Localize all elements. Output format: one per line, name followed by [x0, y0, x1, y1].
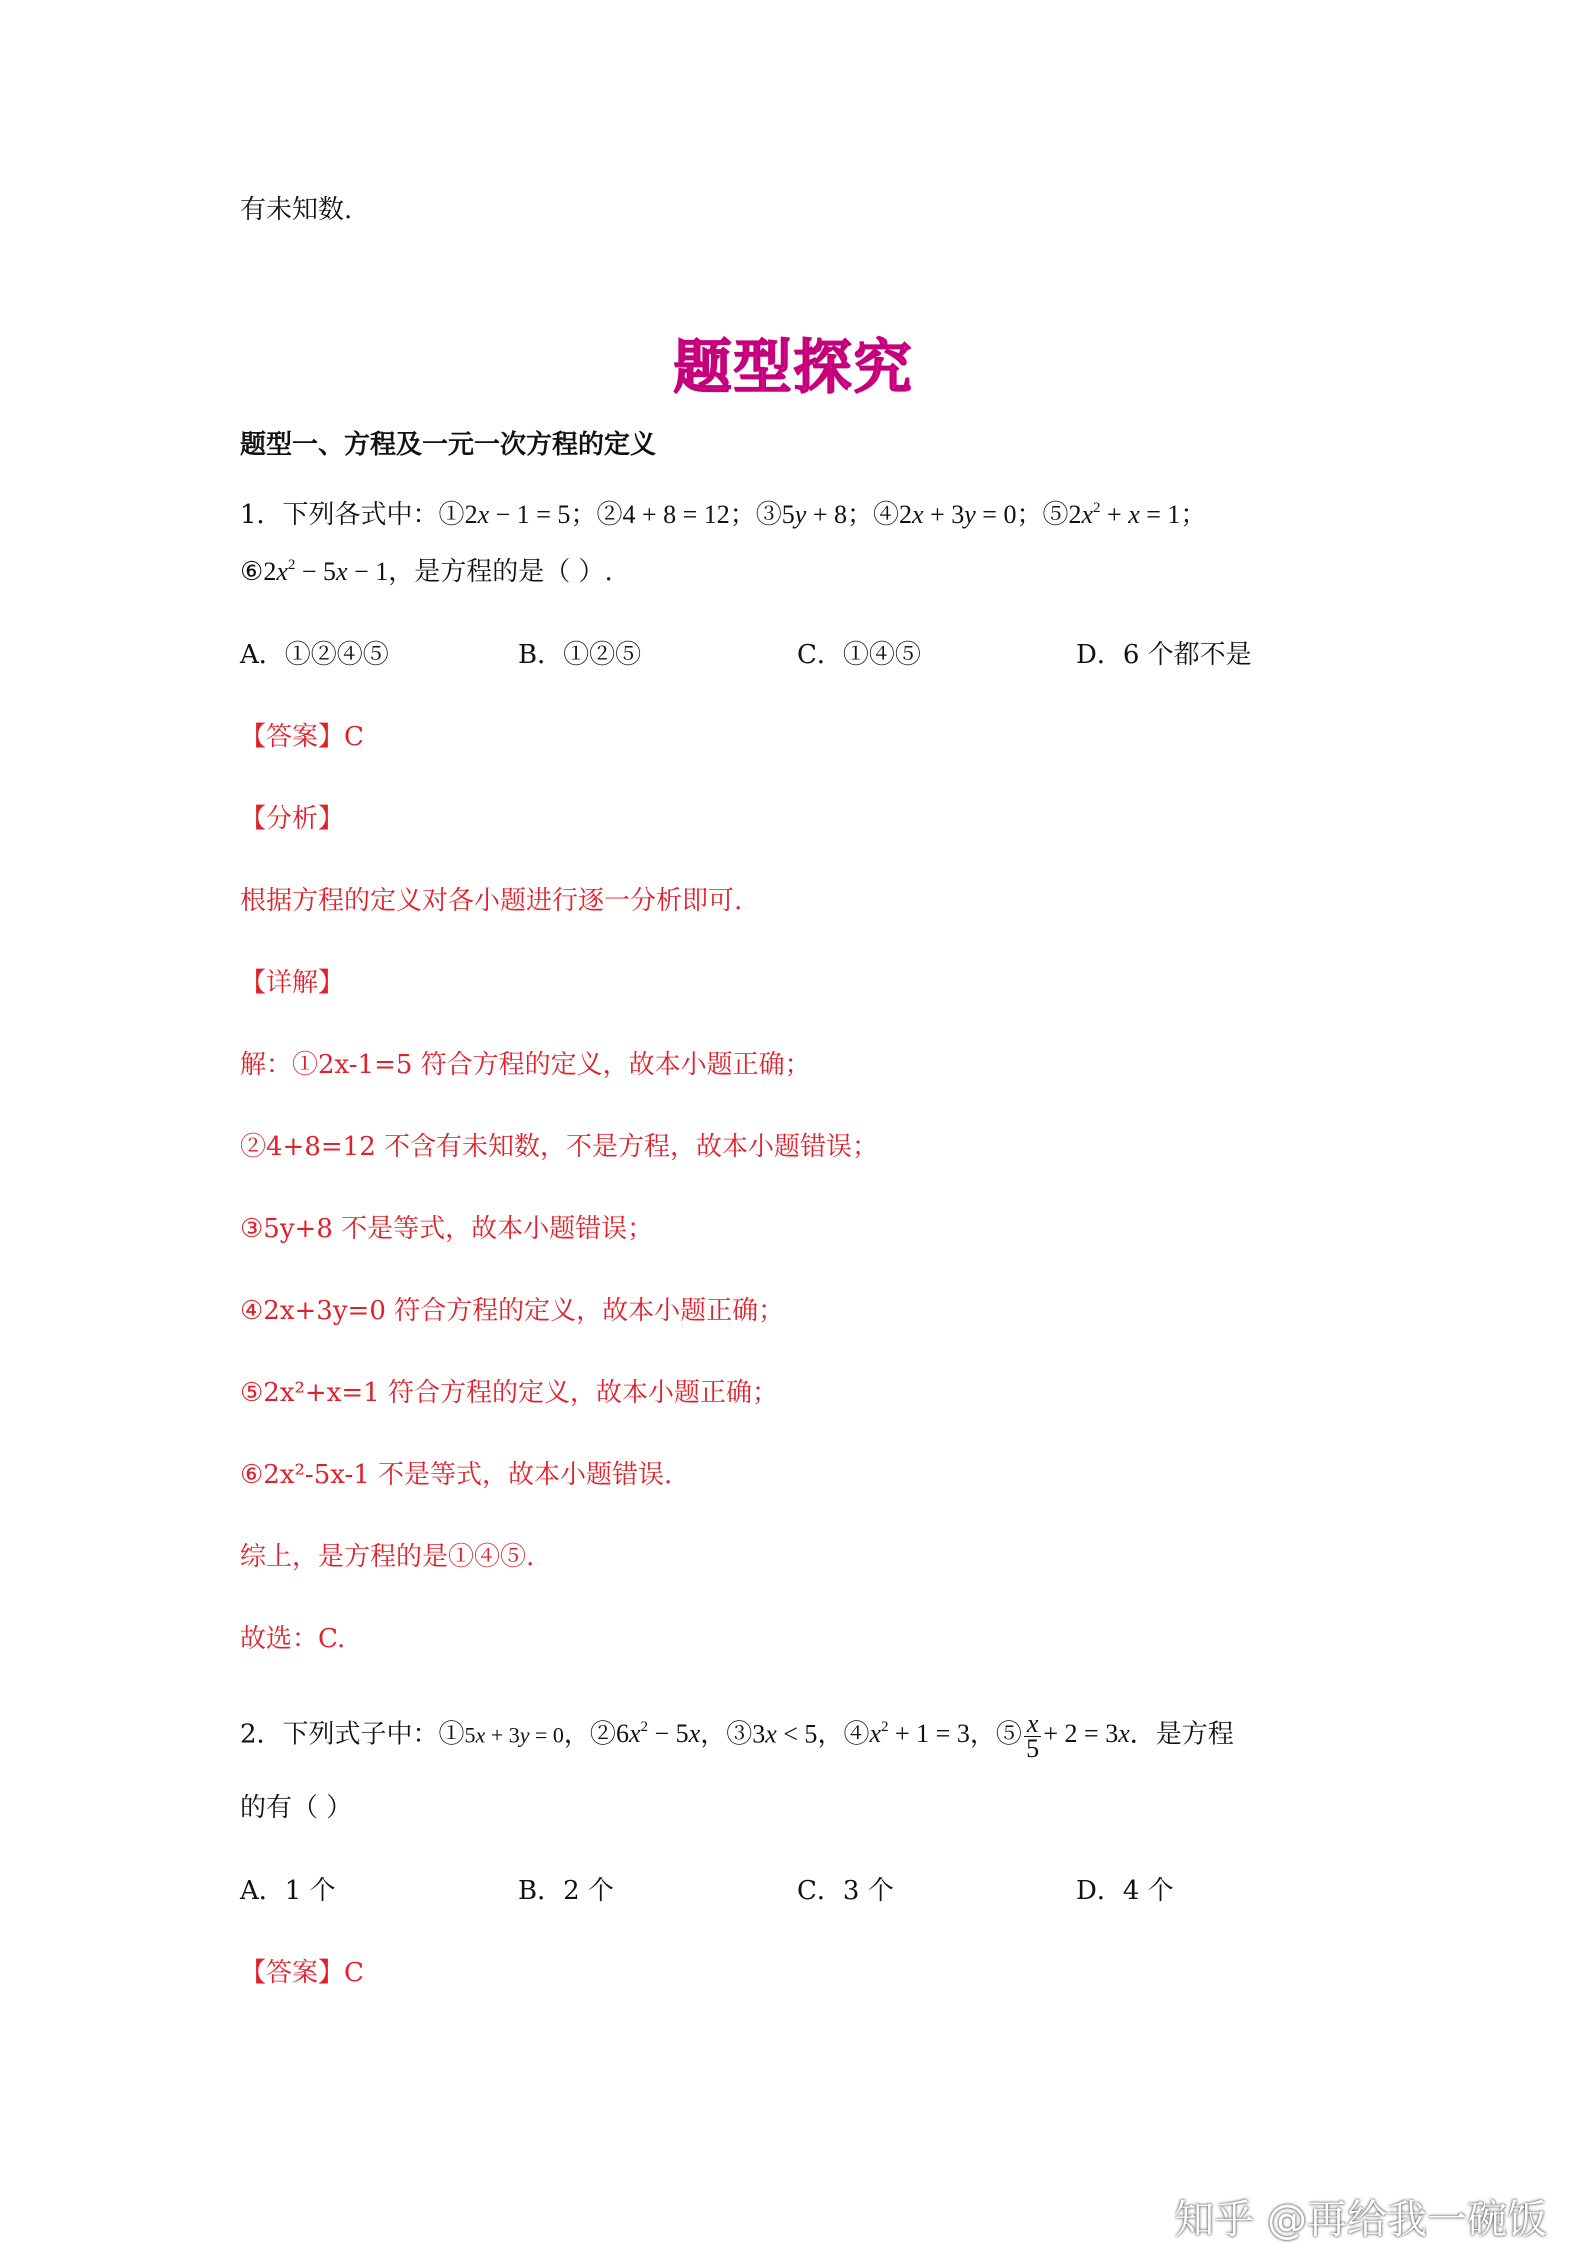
q2-option-b: B．2 个 [518, 1876, 614, 1906]
q1-choice: 故选：C. [240, 1624, 346, 1654]
answer-value: C [344, 1958, 364, 1988]
q1-eq2: 4 + 8 = 12 [622, 500, 730, 529]
q1-item-marker: ；② [570, 500, 623, 530]
q1-line1 [240, 495, 1206, 535]
q2-option-a: A．1 个 [240, 1876, 336, 1906]
q2-answer [240, 1953, 364, 1993]
q1-detail-4: ④2x+3y=0 符合方程的定义，故本小题正确； [240, 1296, 785, 1326]
q2-eq1: 5x + 3y = 0 [464, 1722, 564, 1748]
q1-eq4: 2x + 3y = 0 [899, 500, 1017, 529]
q2-eq5: $\frac{x}{5}$ + 2 = 3x [1022, 1719, 1130, 1748]
q1-item-marker: ；④ [847, 500, 900, 530]
q1-option-b: B．①②⑤ [518, 640, 642, 670]
q1-analysis: 根据方程的定义对各小题进行逐一分析即可. [240, 886, 743, 916]
answer-value: C [344, 722, 364, 752]
q2-separator: ，② [563, 1719, 616, 1750]
q1-detail-6: ⑥2x²-5x-1 不是等式，故本小题错误. [240, 1460, 673, 1490]
q1-summary: 综上，是方程的是①④⑤. [240, 1542, 535, 1572]
q1-option-d: D．6 个都不是 [1076, 640, 1252, 670]
q1-detail-3: ③5y+8 不是等式，故本小题错误； [240, 1214, 654, 1244]
q1-prefix: 1．下列各式中： [240, 500, 439, 530]
q1-answer [240, 717, 364, 757]
q1-item-marker: ⑥ [240, 557, 264, 587]
q1-item-marker: ；③ [729, 500, 782, 530]
section-title: 题型探究 [673, 333, 914, 401]
q1-detail-1: 解：①2x-1=5 符合方程的定义，故本小题正确； [240, 1050, 811, 1080]
q1-eq5: $2x^2 + x = 1$ [1068, 500, 1181, 529]
q1-eq6: $2x^2 - 5x - 1$ [263, 557, 389, 586]
q1-eq3: 5y + 8 [781, 500, 848, 529]
q2-eq4: $x^2 + 1 = 3$ [869, 1719, 970, 1749]
q2-option-c: C．3 个 [797, 1876, 894, 1906]
q1-eq1: 2x − 1 = 5 [464, 500, 571, 529]
q1-item-marker: ； [1180, 500, 1207, 530]
q2-question-tail: ．是方程 [1129, 1719, 1234, 1750]
answer-label: 【答案】 [240, 722, 345, 752]
q2-separator: ，④ [817, 1719, 870, 1750]
q2-eq2: $6x^2 - 5x$ [615, 1719, 701, 1749]
q2-separator: ，⑤ [969, 1719, 1022, 1750]
q2-prefix: 2．下列式子中：① [240, 1719, 465, 1750]
q1-option-c: C．①④⑤ [797, 640, 921, 670]
q1-detail-5: ⑤2x²+x=1 符合方程的定义，故本小题正确； [240, 1378, 778, 1408]
q2-separator: ，③ [700, 1719, 753, 1750]
q2-eq3: 3x < 5 [752, 1719, 818, 1749]
type-heading: 题型一、方程及一元一次方程的定义 [240, 430, 657, 460]
q1-detail-2: ②4+8=12 不含有未知数，不是方程，故本小题错误； [240, 1132, 879, 1162]
q2-line1 [240, 1709, 1234, 1763]
q1-line2 [240, 552, 613, 592]
intro-tail: 有未知数. [240, 195, 353, 225]
q1-item-marker: ；⑤ [1016, 500, 1069, 530]
q1-option-a: A．①②④⑤ [240, 640, 389, 670]
q2-option-d: D．4 个 [1076, 1876, 1174, 1906]
q1-item-marker: ① [438, 500, 465, 530]
answer-label: 【答案】 [240, 1958, 345, 1988]
q2-line2: 的有（ ） [240, 1793, 353, 1823]
q1-analysis-label: 【分析】 [240, 804, 345, 834]
watermark: 知乎 @再给我一碗饭 [1174, 2197, 1547, 2243]
q1-detail-label: 【详解】 [240, 968, 345, 998]
q1-question-tail: ，是方程的是（ ）. [388, 557, 613, 587]
